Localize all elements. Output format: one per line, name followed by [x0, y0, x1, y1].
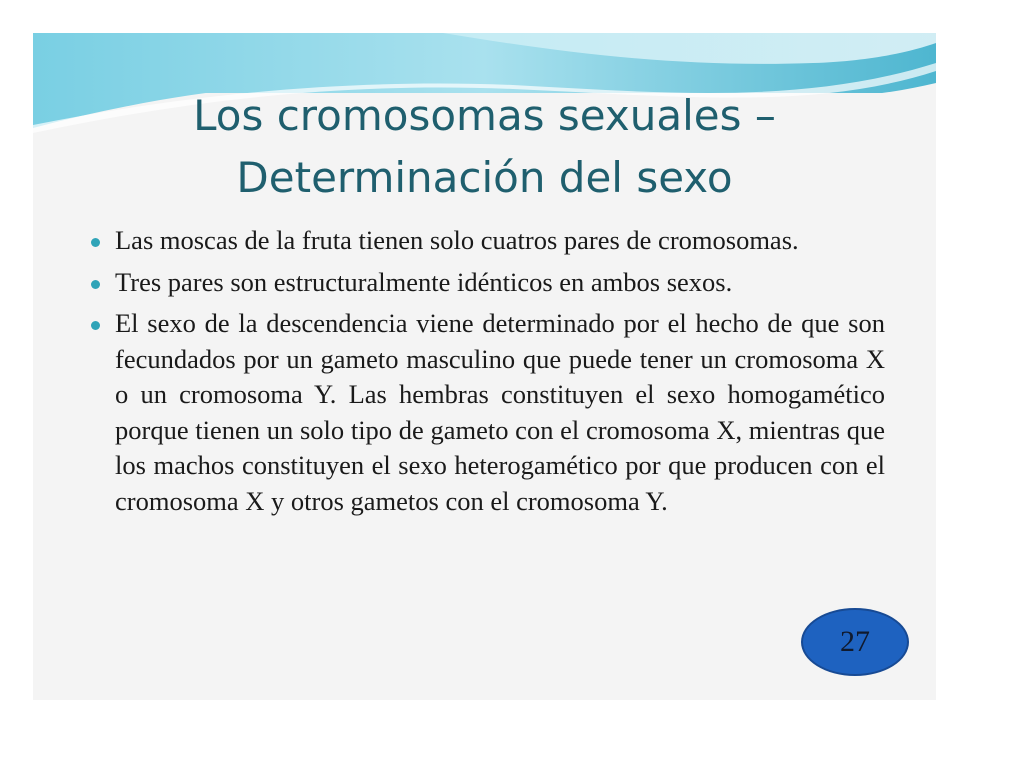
bullet-item-3: [89, 306, 885, 519]
bullet-dot-icon: [91, 238, 100, 247]
bullet-text-3: El sexo de la descendencia viene determinado por el hecho de que son fecundados por un gameto masculino que puede tener un cromosoma X o un cromosoma Y. Las hembras constituyen el sexo homogamético porque tienen un solo tipo de gameto con el cromosoma X, mientras que los machos constituyen el sexo heterogamético por que producen con el cromosoma X y otros gametos con el cromosoma Y.: [115, 308, 885, 516]
bullet-list: [89, 223, 885, 525]
bullet-text-2: Tres pares son estructuralmente idénticos en ambos sexos.: [115, 266, 733, 297]
slide: [33, 33, 936, 700]
page-number: 27: [840, 625, 870, 658]
bullet-text-1: Las moscas de la fruta tienen solo cuatros pares de cromosomas.: [115, 225, 799, 255]
bullet-item-1: [89, 223, 885, 259]
bullet-dot-icon: [91, 321, 100, 330]
page-number-badge: [801, 608, 909, 676]
slide-title: [33, 85, 936, 209]
bullet-dot-icon: [91, 280, 100, 289]
title-line-1: Los cromosomas sexuales –: [193, 91, 776, 140]
title-line-2: Determinación del sexo: [236, 153, 733, 202]
bullet-item-2: [89, 265, 885, 301]
